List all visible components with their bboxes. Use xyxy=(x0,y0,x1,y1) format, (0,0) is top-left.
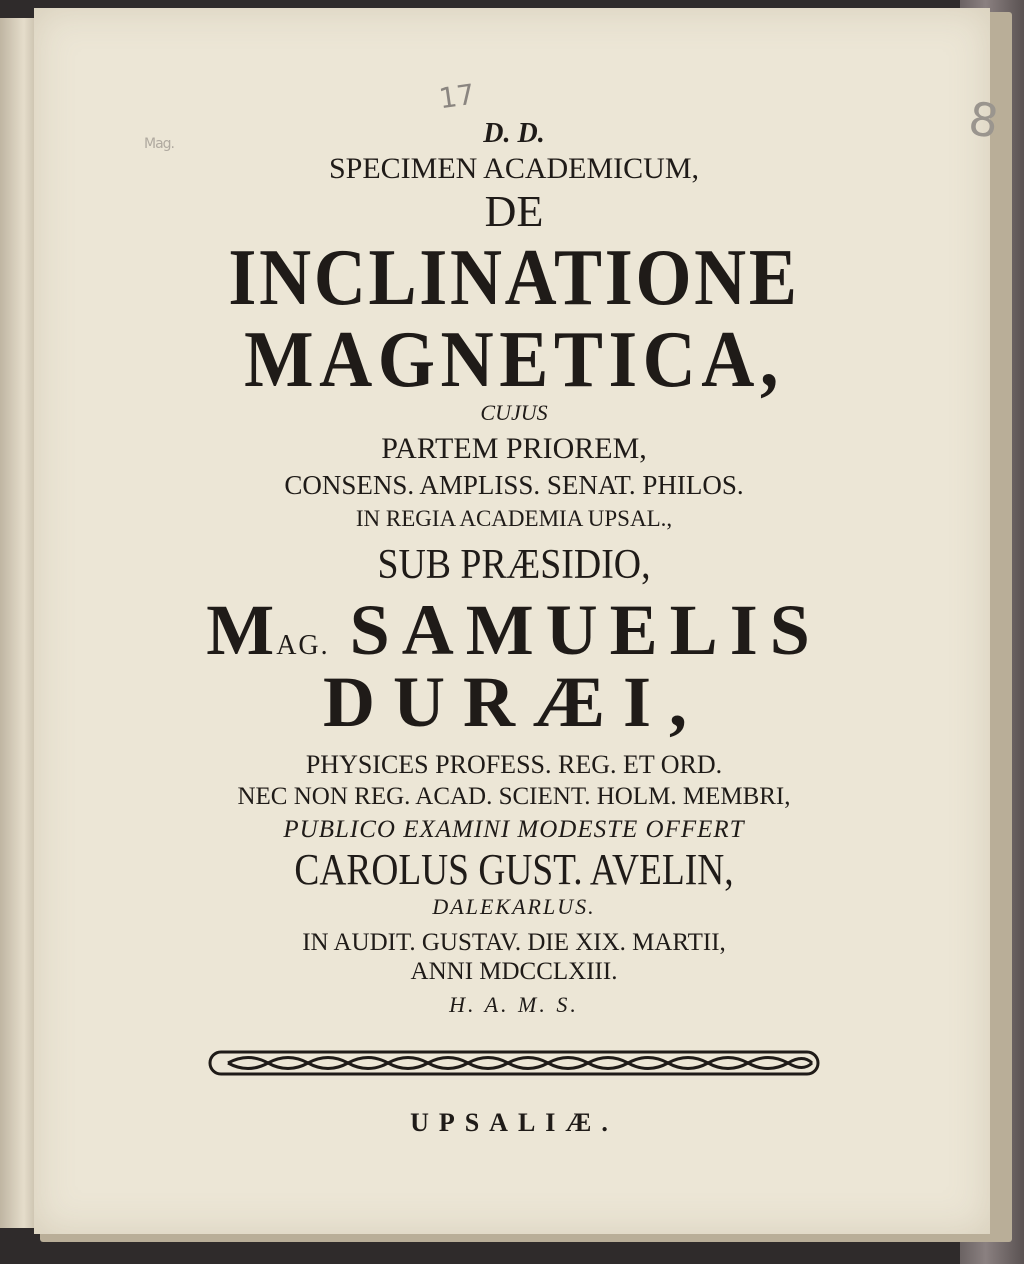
left-page-edge xyxy=(0,18,35,1228)
cujus-line: CUJUS xyxy=(480,400,548,425)
praeses-title-rest: AG. xyxy=(276,630,330,661)
praeses-forename: SAMUELIS xyxy=(349,590,822,670)
consens-line: CONSENS. AMPLISS. SENAT. PHILOS. xyxy=(284,470,744,500)
respondent-name: CAROLUS GUST. AVELIN, xyxy=(294,845,734,894)
pencil-mark: 8 xyxy=(965,91,1002,149)
ham-line: H. A. M. S. xyxy=(449,992,579,1017)
publico-line: PUBLICO EXAMINI MODESTE OFFERT xyxy=(283,816,745,843)
title-page xyxy=(34,8,1002,1234)
dalekarlus-line: DALEKARLUS. xyxy=(432,894,596,919)
praeses-name-line xyxy=(134,590,894,670)
audit-line: IN AUDIT. GUSTAV. DIE XIX. MARTII, xyxy=(302,929,726,956)
library-stamp: Mag. xyxy=(144,136,174,152)
anni-line: ANNI MDCCLXIII. xyxy=(410,958,618,985)
de-line: DE xyxy=(484,187,544,236)
physices-line: PHYSICES PROFESS. REG. ET ORD. xyxy=(305,750,723,779)
inclinatione-line: INCLINATIONE xyxy=(228,234,800,322)
praeses-title-initial: M xyxy=(206,590,277,670)
imprint-place: UPSALIÆ. xyxy=(410,1108,618,1137)
membri-line: NEC NON REG. ACAD. SCIENT. HOLM. MEMBRI, xyxy=(237,783,791,810)
regia-line: IN REGIA ACADEMIA UPSAL., xyxy=(355,506,673,531)
chain-ornament xyxy=(208,1046,820,1080)
pencil-page-number: 17 xyxy=(436,77,477,116)
dd-line: D. D. xyxy=(483,118,545,149)
praesidio-line: SUB PRÆSIDIO, xyxy=(377,542,651,588)
praeses-surname: DURÆI, xyxy=(322,662,705,742)
specimen-line: SPECIMEN ACADEMICUM, xyxy=(328,152,700,185)
partem-line: PARTEM PRIOREM, xyxy=(381,432,647,465)
title-text-block xyxy=(134,88,894,1136)
magnetica-line: MAGNETICA, xyxy=(244,316,784,404)
